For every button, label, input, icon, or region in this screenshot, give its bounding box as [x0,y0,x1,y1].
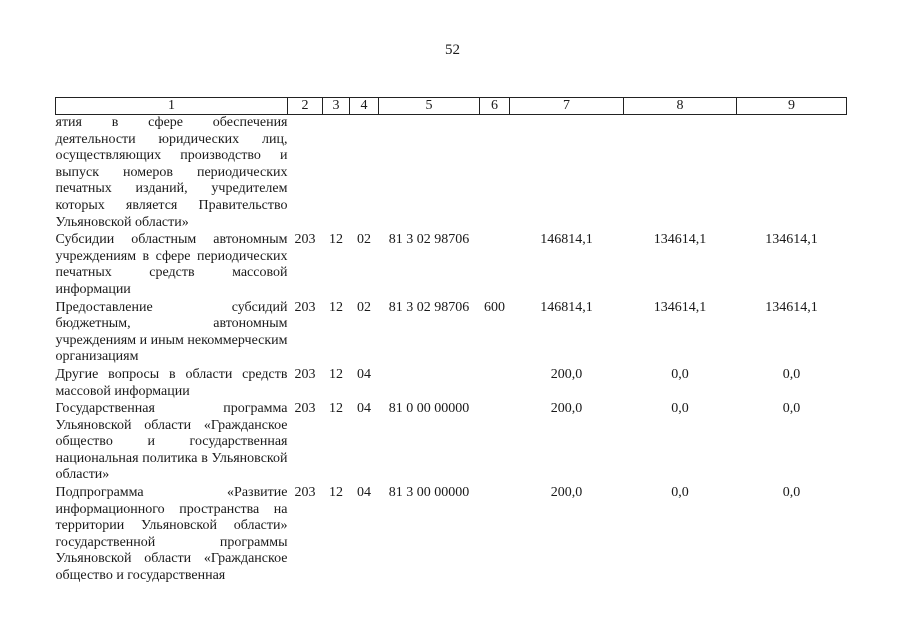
budget-table [55,97,847,585]
code-expense-type [480,115,510,232]
code-expense-type [480,484,510,585]
row-name: ятия в сфере обеспечения деятельности юридических лиц, осуществляющих производство и выпуск номеров периодических печатных изданий, учредителем которых является Правительство Ульяновской области» [55,115,288,230]
amount-col-9 [737,115,847,232]
table-row [56,115,847,232]
amount-col-7: 146814,1 [540,299,593,315]
code-ministry [288,115,323,232]
amount-col-8 [624,115,737,232]
code-section: 12 [329,232,343,248]
amount-col-7: 200,0 [550,401,583,417]
amount-col-7: 200,0 [550,366,583,382]
amount-col-9: 134614,1 [765,299,818,315]
header-col-4: 4 [350,98,379,115]
code-subsection: 02 [357,232,371,248]
row-name: Подпрограмма «Развитие информационного пространства на территории Ульяновской области» государственной программы Ульяновской области «Гражданское общество и государственная [55,485,288,584]
table-row [56,400,847,484]
code-target [379,115,480,232]
code-target: 81 0 00 00000 [388,401,470,417]
code-expense-type [480,231,510,298]
row-name: Другие вопросы в области средств массовой информации [55,366,288,399]
header-col-6: 6 [480,98,510,115]
code-section: 12 [329,401,343,417]
amount-col-7: 200,0 [550,485,583,501]
amount-col-8: 0,0 [671,485,689,501]
amount-col-8: 0,0 [671,401,689,417]
code-subsection: 04 [357,366,371,382]
code-target: 81 3 00 00000 [388,485,470,501]
code-subsection: 04 [357,485,371,501]
amount-col-9: 0,0 [782,366,801,382]
amount-col-7 [510,115,624,232]
code-subsection: 04 [357,401,371,417]
code-target: 81 3 02 98706 [388,299,470,315]
code-section: 12 [329,299,343,315]
code-ministry: 203 [294,366,316,382]
header-col-9: 9 [737,98,847,115]
code-section [323,115,350,232]
row-name: Государственная программа Ульяновской области «Гражданское общество и государственная национальная политика в Ульяновской области» [55,401,288,483]
amount-col-8: 134614,1 [653,299,707,315]
amount-col-7: 146814,1 [540,232,593,248]
code-section: 12 [329,485,343,501]
code-expense-type [480,366,510,400]
amount-col-9: 0,0 [782,401,801,417]
code-expense-type [480,400,510,484]
code-ministry: 203 [294,401,316,417]
header-col-8: 8 [624,98,737,115]
code-ministry: 203 [294,485,316,501]
row-name: Предоставление субсидий бюджетным, автономным учреждениям и иным некоммерческим организациям [55,299,288,365]
page-number: 52 [445,42,460,58]
table-row [56,231,847,298]
table-row [56,484,847,585]
code-section: 12 [329,366,343,382]
row-name: Субсидии областным автономным учреждениям в сфере периодических печатных средств массовой информации [55,232,288,297]
code-target: 81 3 02 98706 [388,232,470,248]
code-ministry: 203 [294,299,316,315]
code-target [379,366,480,400]
header-col-5: 5 [379,98,480,115]
code-expense-type: 600 [484,299,505,315]
header-col-1: 1 [56,98,288,115]
amount-col-9: 0,0 [782,485,801,501]
table-row [56,299,847,366]
header-col-7: 7 [510,98,624,115]
code-ministry: 203 [294,232,316,248]
amount-col-8: 0,0 [671,366,689,382]
header-col-2: 2 [288,98,323,115]
code-subsection [350,115,379,232]
code-subsection: 02 [357,299,371,315]
amount-col-8: 134614,1 [653,232,707,248]
table-row [56,366,847,400]
header-col-3: 3 [323,98,350,115]
amount-col-9: 134614,1 [765,232,818,248]
header-row [56,98,847,115]
